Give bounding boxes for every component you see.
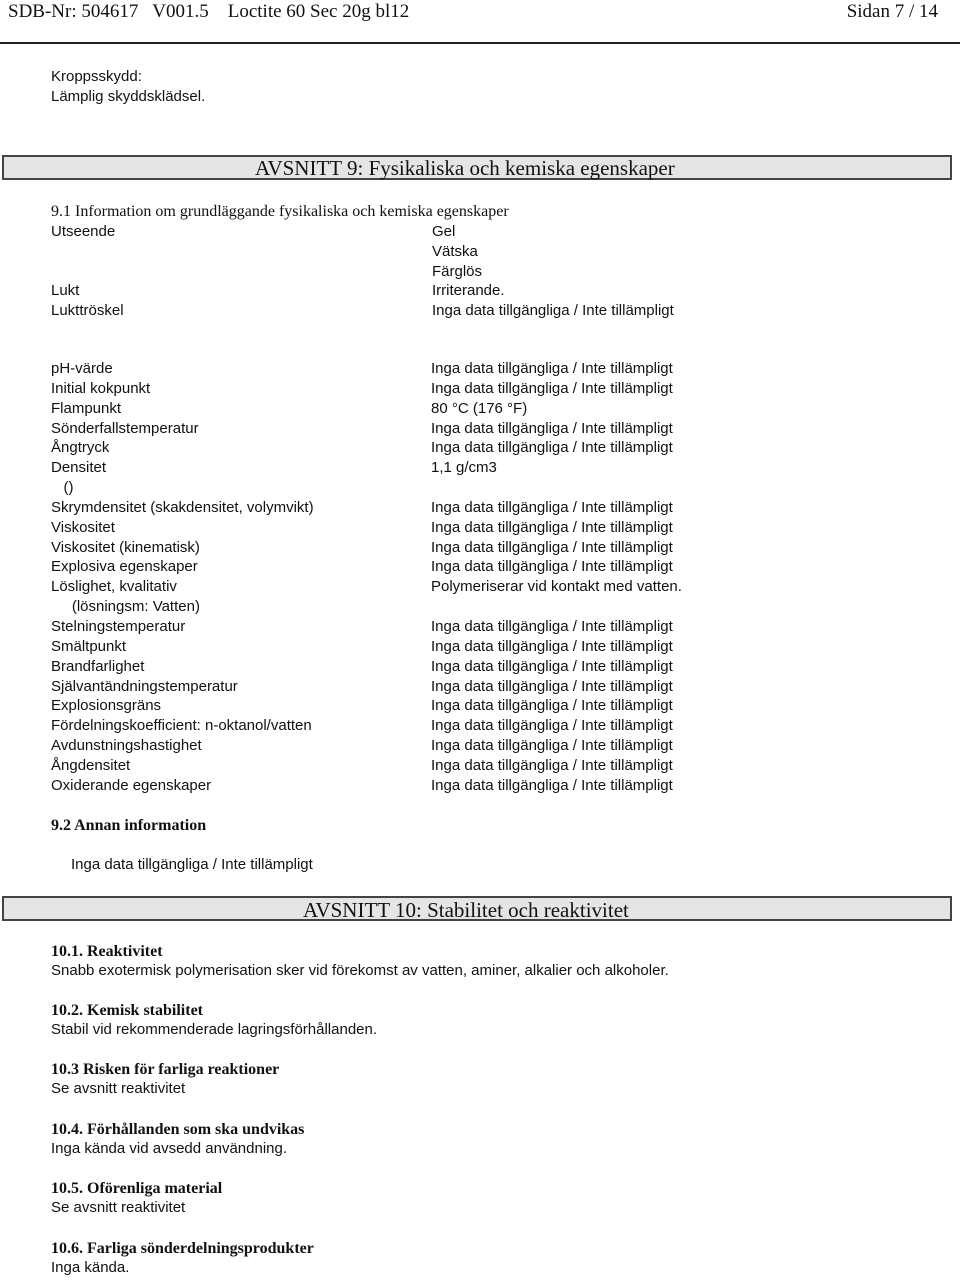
property-value: Inga data tillgängliga / Inte tillämpligt	[431, 717, 673, 735]
property-value: Inga data tillgängliga / Inte tillämpligt	[431, 776, 673, 794]
property-label: Självantändningstemperatur	[51, 677, 238, 695]
property-label: Brandfarlighet	[51, 657, 145, 675]
section-10-header	[2, 896, 952, 921]
property-value: Polymeriserar vid kontakt med vatten.	[431, 578, 682, 596]
property-row	[51, 458, 931, 478]
subsection-10-2-text: Stabil vid rekommenderade lagringsförhållanden.	[51, 1021, 378, 1038]
property-label: Ångdensitet	[51, 756, 131, 774]
property-value: Inga data tillgängliga / Inte tillämpligt	[431, 439, 673, 457]
subsection-9-2-title: 9.2 Annan information	[51, 817, 207, 834]
appearance-value-3: Färglös	[432, 263, 483, 280]
property-label: (lösningsm: Vatten)	[51, 598, 200, 616]
property-row	[51, 399, 931, 419]
property-label: Löslighet, kvalitativ	[51, 578, 177, 596]
property-label: Flampunkt	[51, 399, 122, 417]
subsection-10-4-heading: 10.4. Förhållanden som ska undvikas	[51, 1121, 305, 1138]
odor-value: Irriterande.	[432, 282, 505, 299]
subsection-10-5-text: Se avsnitt reaktivitet	[51, 1199, 186, 1216]
property-value: Inga data tillgängliga / Inte tillämpligt	[431, 498, 673, 516]
appearance-value-1: Gel	[432, 223, 456, 240]
section-9-header	[2, 155, 952, 180]
subsection-10-4-text: Inga kända vid avsedd användning.	[51, 1140, 288, 1157]
property-value: Inga data tillgängliga / Inte tillämpligt	[431, 737, 673, 755]
header-divider	[0, 42, 960, 44]
property-value: Inga data tillgängliga / Inte tillämpligt	[431, 677, 673, 695]
body-protection-text: Lämplig skyddsklädsel.	[51, 88, 206, 105]
odor-threshold-value: Inga data tillgängliga / Inte tillämpligt	[432, 302, 674, 319]
body-protection-label: Kroppsskydd:	[51, 68, 142, 85]
property-row	[51, 716, 931, 736]
section-9-title: AVSNITT 9: Fysikaliska och kemiska egenskaper	[255, 156, 675, 180]
property-row	[51, 577, 931, 597]
property-label: Ångtryck	[51, 439, 110, 457]
property-label: ()	[51, 479, 74, 497]
property-row	[51, 657, 931, 677]
odor-label: Lukt	[51, 282, 80, 299]
property-row	[51, 597, 931, 617]
property-value: Inga data tillgängliga / Inte tillämpligt	[431, 697, 673, 715]
property-value: Inga data tillgängliga / Inte tillämpligt	[431, 538, 673, 556]
property-value: Inga data tillgängliga / Inte tillämpligt	[431, 419, 673, 437]
property-label: Explosiva egenskaper	[51, 558, 198, 576]
property-value: 1,1 g/cm3	[431, 459, 497, 477]
property-row	[51, 538, 931, 558]
subsection-10-3-text: Se avsnitt reaktivitet	[51, 1080, 186, 1097]
property-label: Avdunstningshastighet	[51, 737, 202, 755]
property-label: pH-värde	[51, 360, 113, 377]
subsection-9-1-title: 9.1 Information om grundläggande fysikaliska och kemiska egenskaper	[51, 203, 509, 220]
property-label: Smältpunkt	[51, 637, 127, 655]
property-row	[51, 518, 931, 538]
property-row	[51, 736, 931, 756]
page-number: Sidan 7 / 14	[846, 1, 938, 22]
subsection-10-1-heading: 10.1. Reaktivitet	[51, 943, 163, 960]
property-label: Sönderfallstemperatur	[51, 419, 199, 437]
property-row	[51, 557, 931, 577]
property-label: Viskositet	[51, 518, 115, 536]
property-row	[51, 478, 931, 498]
property-label: Explosionsgräns	[51, 697, 162, 715]
property-label: Initial kokpunkt	[51, 379, 151, 397]
property-value: Inga data tillgängliga / Inte tillämpligt	[431, 518, 673, 536]
subsection-10-3-heading: 10.3 Risken för farliga reaktioner	[51, 1061, 280, 1078]
subsection-10-5-heading: 10.5. Oförenliga material	[51, 1180, 223, 1197]
property-label: Stelningstemperatur	[51, 617, 186, 635]
subsection-10-1-text: Snabb exotermisk polymerisation sker vid förekomst av vatten, aminer, alkalier och alkoholer.	[51, 962, 669, 979]
property-value: Inga data tillgängliga / Inte tillämpligt	[431, 360, 673, 377]
appearance-label: Utseende	[51, 223, 116, 240]
property-row	[51, 776, 931, 796]
property-row	[51, 617, 931, 637]
document-header-left: SDB-Nr: 504617 V001.5 Loctite 60 Sec 20g bl12	[8, 1, 410, 22]
property-row	[51, 756, 931, 776]
subsection-10-6-text: Inga kända.	[51, 1259, 130, 1276]
property-value: Inga data tillgängliga / Inte tillämpligt	[431, 657, 673, 675]
property-value: 80 °C (176 °F)	[431, 399, 528, 417]
property-row	[51, 359, 931, 379]
property-row	[51, 677, 931, 697]
property-label: Densitet	[51, 459, 107, 477]
property-value: Inga data tillgängliga / Inte tillämpligt	[431, 756, 673, 774]
property-row	[51, 419, 931, 439]
property-value: Inga data tillgängliga / Inte tillämpligt	[431, 637, 673, 655]
subsection-10-2-heading: 10.2. Kemisk stabilitet	[51, 1002, 203, 1019]
property-row	[51, 637, 931, 657]
property-row	[51, 696, 931, 716]
property-label: Skrymdensitet (skakdensitet, volymvikt)	[51, 498, 314, 516]
property-table	[51, 359, 931, 796]
property-label: Viskositet (kinematisk)	[51, 538, 200, 556]
property-row	[51, 379, 931, 399]
property-label: Oxiderande egenskaper	[51, 776, 212, 794]
subsection-9-2-text: Inga data tillgängliga / Inte tillämpligt	[71, 856, 313, 873]
section-10-title: AVSNITT 10: Stabilitet och reaktivitet	[303, 898, 629, 922]
odor-threshold-label: Lukttröskel	[51, 302, 124, 319]
property-value: Inga data tillgängliga / Inte tillämpligt	[431, 379, 673, 397]
subsection-10-6-heading: 10.6. Farliga sönderdelningsprodukter	[51, 1240, 314, 1257]
property-value: Inga data tillgängliga / Inte tillämpligt	[431, 558, 673, 576]
appearance-value-2: Vätska	[432, 243, 478, 260]
property-label: Fördelningskoefficient: n-oktanol/vatten	[51, 717, 312, 735]
property-row	[51, 438, 931, 458]
property-row	[51, 498, 931, 518]
property-value: Inga data tillgängliga / Inte tillämpligt	[431, 617, 673, 635]
